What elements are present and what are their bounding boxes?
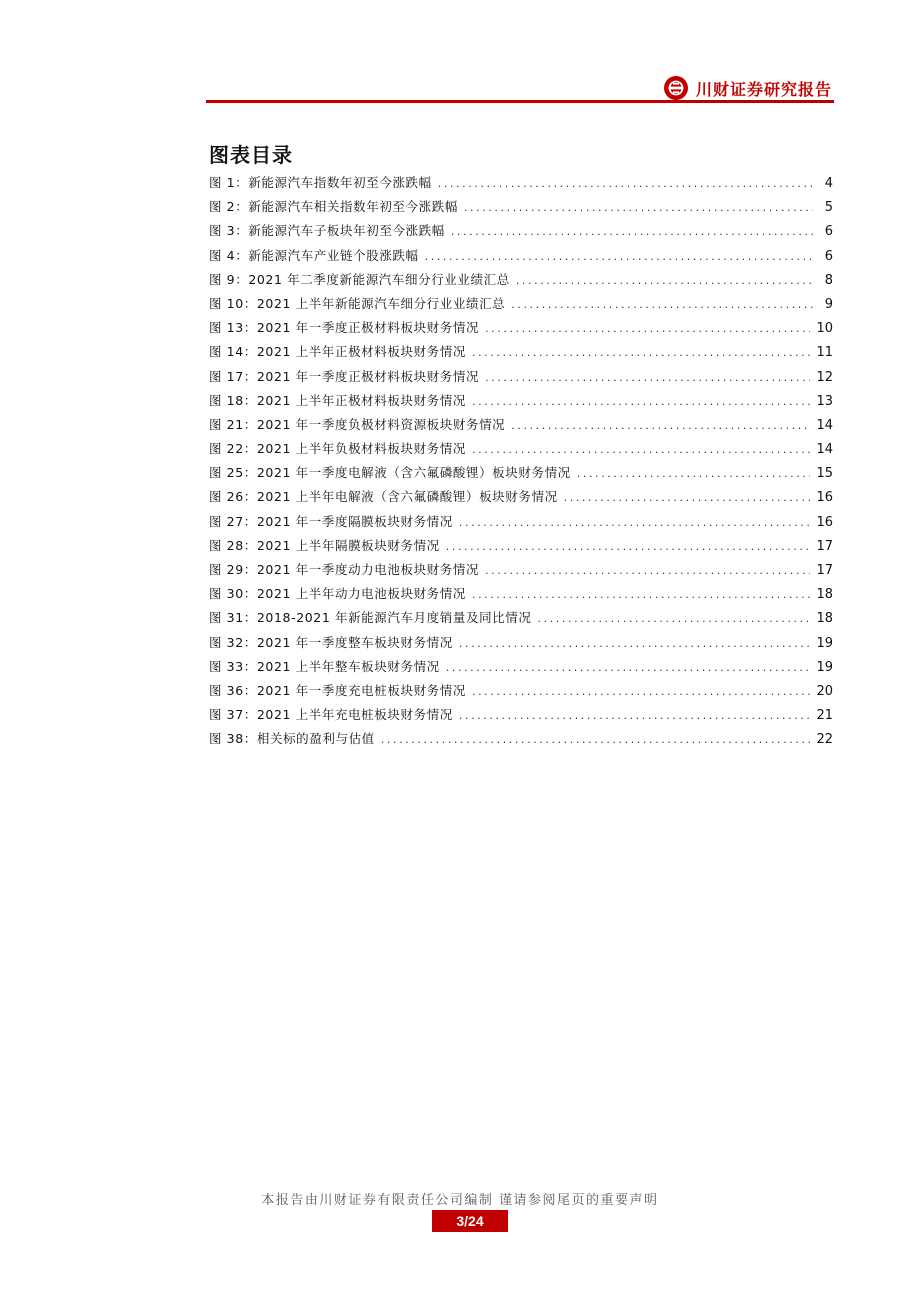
toc-entry-label[interactable]: 图 37：2021 上半年充电桩板块财务情况 [209,707,453,723]
toc-entry-label[interactable]: 图 10：2021 上半年新能源汽车细分行业业绩汇总 [209,295,506,311]
toc-entry-page[interactable]: 10 [816,321,833,337]
toc-entry-page[interactable]: 20 [816,683,833,699]
toc-entry[interactable] [209,318,833,342]
toc-entry-label[interactable]: 图 1：新能源汽车指数年初至今涨跌幅 [209,175,432,190]
header-brand [664,76,832,100]
toc-list [209,173,833,754]
toc-entry[interactable] [209,657,833,681]
toc-dot-leader [516,274,813,287]
toc-entry-label[interactable]: 图 4：新能源汽车产业链个股涨跌幅 [209,247,419,263]
toc-dot-leader [511,419,810,432]
toc-entry-label[interactable]: 图 26：2021 上半年电解液（含六氟磷酸锂）板块财务情况 [209,489,558,505]
toc-entry-label[interactable]: 图 31：2018-2021 年新能源汽车月度销量及同比情况 [209,610,532,626]
page-indicator: 3/24 [432,1210,508,1232]
toc-dot-leader [472,346,810,359]
toc-entry[interactable] [209,342,833,366]
toc-dot-leader [472,443,810,456]
toc-entry-page[interactable]: 14 [816,442,833,458]
toc-dot-leader [381,733,811,746]
toc-entry[interactable] [209,633,833,657]
toc-dot-leader [564,491,811,504]
toc-entry-label[interactable]: 图 29：2021 年一季度动力电池板块财务情况 [209,562,480,577]
toc-entry[interactable] [209,705,833,729]
toc-entry[interactable] [209,681,833,705]
toc-entry-page[interactable]: 17 [816,563,833,578]
toc-entry[interactable] [209,512,833,536]
toc-entry-page[interactable]: 19 [816,659,833,675]
toc-entry-label[interactable]: 图 38：相关标的盈利与估值 [209,731,375,747]
toc-dot-leader [485,371,810,384]
toc-entry-label[interactable]: 图 22：2021 上半年负极材料板块财务情况 [209,441,466,457]
toc-entry[interactable] [209,391,833,415]
toc-dot-leader [577,467,811,480]
toc-entry[interactable] [209,221,833,245]
toc-entry-label[interactable]: 图 27：2021 年一季度隔膜板块财务情况 [209,513,453,529]
toc-dot-leader [459,516,811,529]
toc-dot-leader [472,588,810,601]
toc-dot-leader [538,612,811,625]
toc-entry-page[interactable]: 12 [816,369,833,385]
toc-dot-leader [459,709,811,722]
toc-entry-page[interactable]: 16 [816,514,833,530]
toc-entry-label[interactable]: 图 18：2021 上半年正极材料板块财务情况 [209,392,466,408]
toc-entry-page[interactable]: 14 [816,417,833,433]
brand-name: 川财证券研究报告 [695,79,832,99]
toc-entry-page[interactable]: 11 [816,345,833,361]
toc-entry[interactable] [209,487,833,511]
toc-dot-leader [438,177,813,190]
toc-entry-page[interactable]: 8 [824,272,833,288]
toc-entry-label[interactable]: 图 13：2021 年一季度正极材料板块财务情况 [209,320,480,336]
toc-entry-page[interactable]: 5 [824,200,833,216]
toc-entry-label[interactable]: 图 30：2021 上半年动力电池板块财务情况 [209,586,466,602]
toc-entry[interactable] [209,729,833,753]
toc-dot-leader [485,564,810,577]
toc-entry[interactable] [209,197,833,221]
toc-entry[interactable] [209,536,833,560]
toc-entry[interactable] [209,270,833,294]
toc-dot-leader [451,225,813,238]
toc-dot-leader [446,661,811,674]
toc-entry-page[interactable]: 19 [816,635,833,651]
toc-entry[interactable] [209,173,833,197]
footer-disclaimer: 本报告由川财证券有限责任公司编制 谨请参阅尾页的重要声明 [261,1193,659,1208]
toc-entry-label[interactable]: 图 21：2021 年一季度负极材料资源板块财务情况 [209,416,506,432]
toc-dot-leader [446,540,811,553]
toc-entry[interactable] [209,463,833,487]
toc-entry-page[interactable]: 6 [824,248,833,264]
toc-dot-leader [464,201,813,214]
toc-title: 图表目录 [209,143,293,167]
toc-entry-label[interactable]: 图 9：2021 年二季度新能源汽车细分行业业绩汇总 [209,271,510,287]
toc-entry[interactable] [209,608,833,632]
toc-entry-page[interactable]: 22 [816,732,833,748]
toc-entry-page[interactable]: 15 [816,466,833,482]
toc-entry-label[interactable]: 图 14：2021 上半年正极材料板块财务情况 [209,344,466,360]
toc-dot-leader [472,685,810,698]
toc-entry-label[interactable]: 图 3：新能源汽车子板块年初至今涨跌幅 [209,223,445,239]
toc-dot-leader [485,322,810,335]
chuancai-logo-icon [664,76,688,100]
toc-entry[interactable] [209,584,833,608]
toc-entry-page[interactable]: 21 [816,708,833,724]
toc-entry-label[interactable]: 图 32：2021 年一季度整车板块财务情况 [209,634,453,650]
toc-entry[interactable] [209,246,833,270]
toc-entry-page[interactable]: 6 [824,224,833,240]
toc-entry-page[interactable]: 13 [816,393,833,409]
toc-entry[interactable] [209,439,833,463]
toc-dot-leader [459,637,811,650]
toc-entry-label[interactable]: 图 25：2021 年一季度电解液（含六氟磷酸锂）板块财务情况 [209,465,571,481]
toc-entry-page[interactable]: 18 [816,587,833,603]
header-divider [206,100,834,103]
toc-entry-label[interactable]: 图 2：新能源汽车相关指数年初至今涨跌幅 [209,199,458,215]
toc-dot-leader [511,298,813,311]
toc-entry-label[interactable]: 图 17：2021 年一季度正极材料板块财务情况 [209,368,480,384]
toc-entry-page[interactable]: 17 [816,538,833,554]
toc-entry-page[interactable]: 4 [824,176,833,191]
toc-entry[interactable] [209,294,833,318]
toc-entry-label[interactable]: 图 33：2021 上半年整车板块财务情况 [209,658,440,674]
toc-entry[interactable] [209,415,833,439]
toc-entry-label[interactable]: 图 36：2021 年一季度充电桩板块财务情况 [209,682,466,698]
toc-entry[interactable] [209,367,833,391]
toc-entry-page[interactable]: 9 [824,296,833,312]
toc-dot-leader [472,395,810,408]
toc-entry[interactable] [209,560,833,584]
toc-dot-leader [425,250,813,263]
toc-entry-page[interactable]: 16 [816,490,833,506]
toc-entry-label[interactable]: 图 28：2021 上半年隔膜板块财务情况 [209,537,440,553]
toc-entry-page[interactable]: 18 [816,611,833,627]
